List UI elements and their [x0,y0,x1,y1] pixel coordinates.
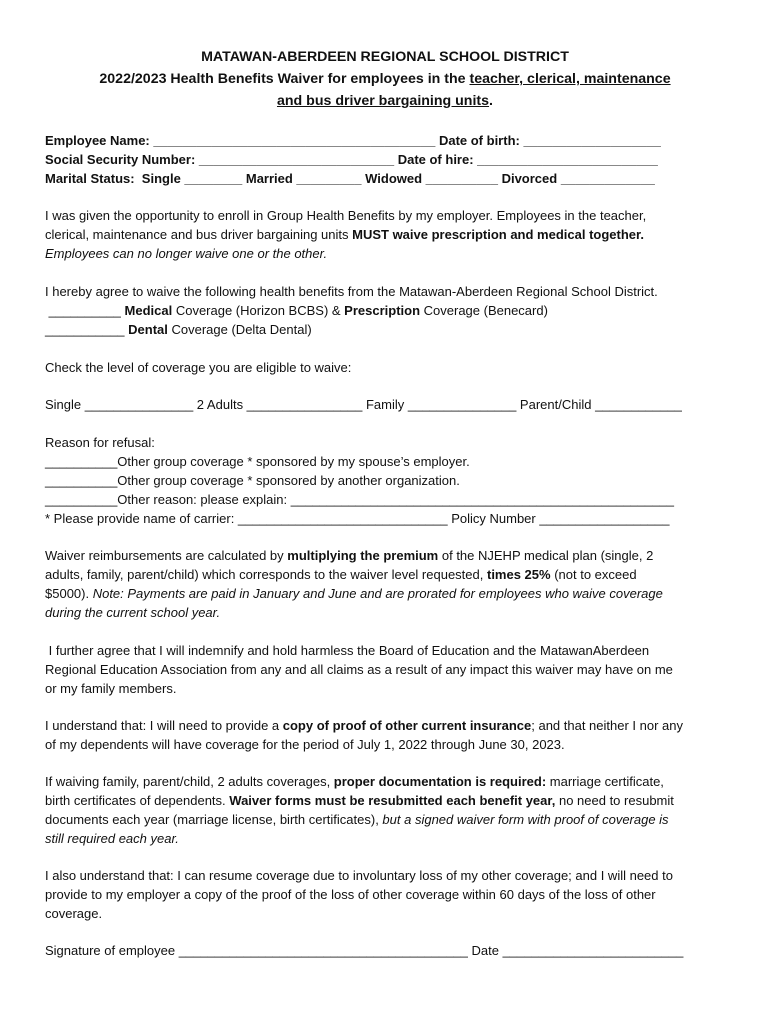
p6-line-1: I further agree that I will indemnify and hold harmless the Board of Education and the MatawanAberdeen [45,643,650,658]
p8-italic: but a signed waiver form with proof of coverage is [382,812,669,827]
p1-line-1: I was given the opportunity to enroll in Group Health Benefits by my employer. Employees in the teacher, [45,208,647,223]
p7-line-1 [45,716,683,735]
prescription-text: Coverage (Benecard) [420,303,548,318]
prescription-label: Prescription [344,303,421,318]
p5-line-3 [45,584,663,603]
p5-bold: multiplying the premium [287,548,439,563]
signature-date-field[interactable]: Signature of employee ________________________________________ Date _________________________ [45,943,684,958]
employee-name-field[interactable]: Employee Name: _______________________________________ Date of birth: ___________________ [45,133,661,148]
coverage-level-options[interactable]: Single _______________ 2 Adults ________________ Family _______________ Parent/Child ____________ [45,397,682,412]
p8-line-2 [45,791,674,810]
reason-other-explain[interactable]: __________Other reason: please explain: _____________________________________________________ [45,492,674,507]
marital-status-field[interactable]: Marital Status: Single ________ Married _________ Widowed __________ Divorced _____________ [45,171,655,186]
p5-note: Note: Payments are paid in January and June and are prorated for employees who waive coverage [92,586,663,601]
carrier-policy-field[interactable]: * Please provide name of carrier: _____________________________ Policy Number __________________ [45,511,670,526]
p8-bold-2: Waiver forms must be resubmitted each benefit year, [229,793,556,808]
medical-blank[interactable]: __________ [45,303,125,318]
p7-text: I understand that: I will need to provide a [45,718,283,733]
p5-text-4: (not to exceed [550,567,637,582]
p8-text-4: no need to resubmit [555,793,674,808]
p8-line-4: still required each year. [45,831,179,846]
p8-line-1 [45,772,664,791]
p9-line-1: I also understand that: I can resume coverage due to involuntary loss of my other coverage; and I will need to [45,868,673,883]
title-text: 2022/2023 Health Benefits Waiver for employees in the [99,71,470,87]
refusal-reason-label: Reason for refusal: [45,435,155,450]
p6-line-2: Regional Education Association from any and all claims as a result of any impact this waiver may have on me [45,662,673,677]
p1-line-2 [45,225,644,244]
p7-bold: copy of proof of other current insurance [282,718,532,733]
p5-line-2 [45,565,637,584]
document-title [40,46,730,112]
p9-line-3: coverage. [45,906,103,921]
p9-line-2: provide to my employer a copy of the proof of the loss of other coverage within 60 days of the loss of other [45,887,656,902]
reason-other-organization[interactable]: __________Other group coverage * sponsored by another organization. [45,473,460,488]
ssn-field[interactable]: Social Security Number: ___________________________ Date of hire: _________________________ [45,152,658,167]
p8-text-3: birth certificates of dependents. [45,793,230,808]
p1-bold: MUST waive prescription and medical together. [352,227,644,242]
p7-line-2: of my dependents will have coverage for the period of July 1, 2022 through June 30, 2023. [45,737,565,752]
p8-line-3 [45,810,669,829]
dental-blank[interactable]: ___________ [45,322,129,337]
coverage-level-prompt: Check the level of coverage you are eligible to waive: [45,360,352,375]
p8-bold: proper documentation is required: [333,774,547,789]
p5-text-3: adults, family, parent/child) which corresponds to the waiver level requested, [45,567,487,582]
form-title-line [40,68,730,90]
p5-text-2: of the NJEHP medical plan (single, 2 [438,548,654,563]
title-period: . [489,93,493,109]
p7-text-2: ; and that neither I nor any [531,718,684,733]
medical-label: Medical [124,303,173,318]
dental-label: Dental [128,322,168,337]
p5-bold-2: times 25% [486,567,551,582]
dental-waiver-option[interactable] [45,320,312,339]
p8-text: If waiving family, parent/child, 2 adults coverages, [45,774,334,789]
p6-line-3: or my family members. [45,681,177,696]
p1-text: clerical, maintenance and bus driver bargaining units [45,227,353,242]
title-units: teacher, clerical, maintenance [469,71,671,87]
p5-text: Waiver reimbursements are calculated by [45,548,288,563]
p8-text-2: marriage certificate, [546,774,664,789]
title-units-2: and bus driver bargaining units [276,93,490,109]
p5-line-4: during the current school year. [45,605,221,620]
reason-spouse-employer[interactable]: __________Other group coverage * sponsored by my spouse’s employer. [45,454,470,469]
p5-text-5: $5000). [45,586,93,601]
district-name: MATAWAN-ABERDEEN REGIONAL SCHOOL DISTRICT [201,49,569,65]
medical-text: Coverage (Horizon BCBS) & [172,303,345,318]
p1-line-3: Employees can no longer waive one or the other. [45,246,328,261]
medical-waiver-option[interactable] [45,301,548,320]
p5-line-1 [45,546,653,565]
p8-text-5: documents each year (marriage license, birth certificates), [45,812,383,827]
form-title-line-2 [40,90,730,112]
p2-line-1: I hereby agree to waive the following health benefits from the Matawan-Aberdeen Regional School District. [45,284,658,299]
dental-text: Coverage (Delta Dental) [167,322,312,337]
